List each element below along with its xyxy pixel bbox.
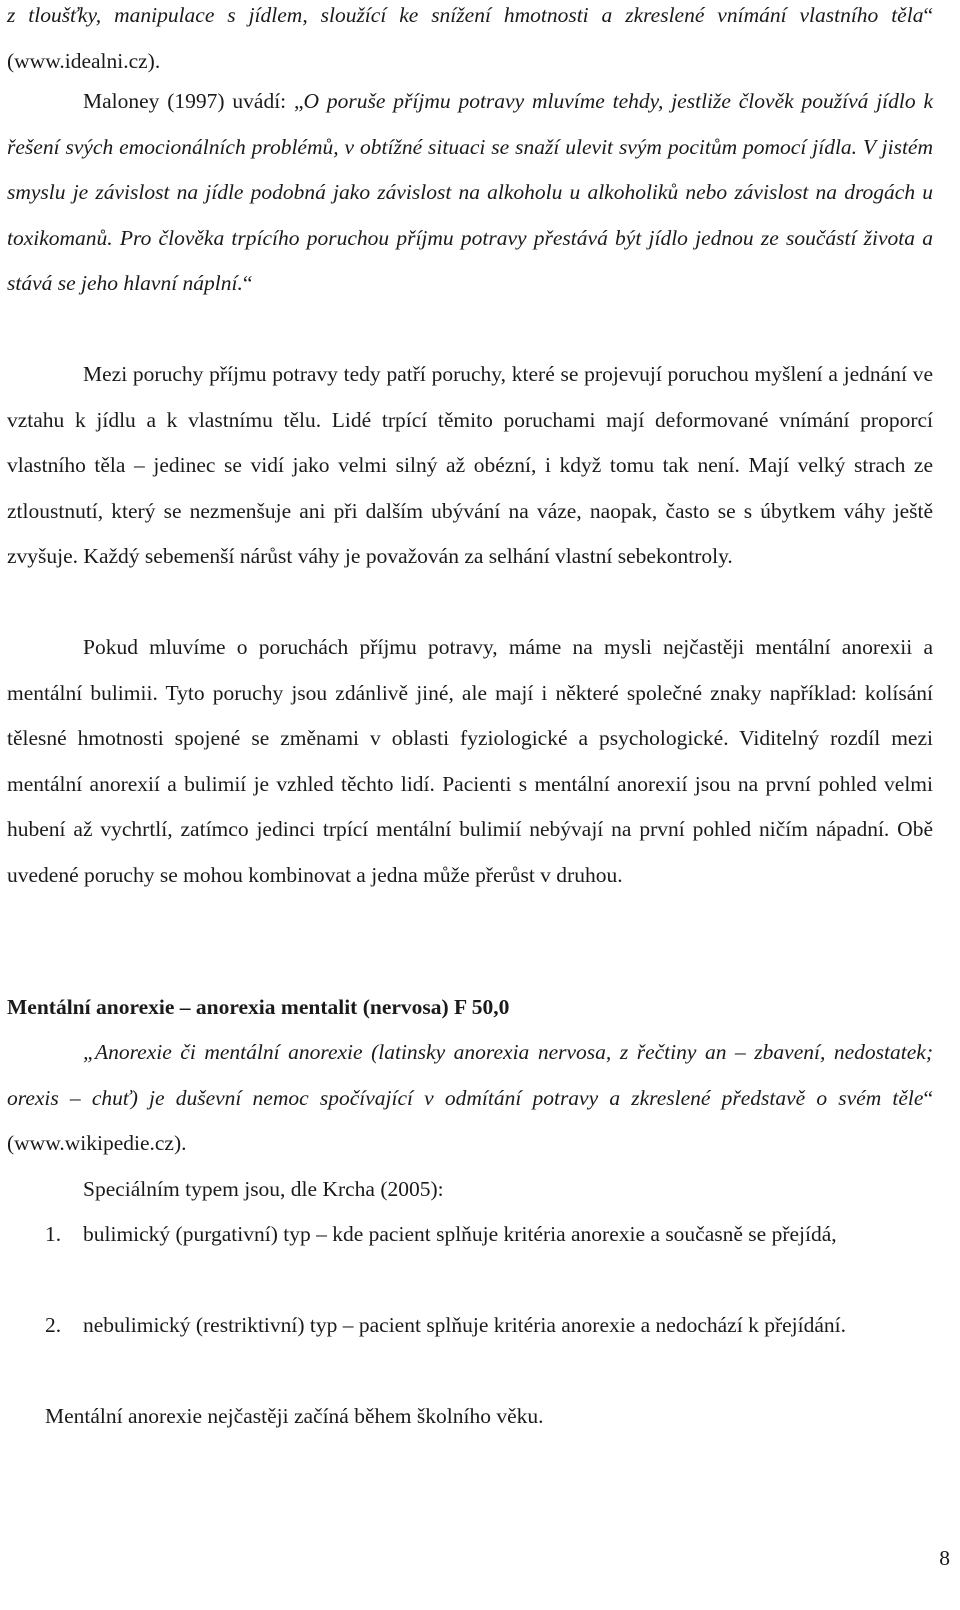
list-text: nebulimický (restriktivní) typ – pacient splňuje kritéria anorexie a nedochází k přejídání.	[83, 1313, 846, 1337]
list-text: bulimický (purgativní) typ – kde pacient splňuje kritéria anorexie a současně se přejídá,	[83, 1222, 837, 1246]
italic-quote: O poruše příjmu potravy mluvíme tehdy, jestliže člověk používá jídlo k řešení svých emocionálních problémů, v obtížné situaci se snaží ulevit svým pocitům pomocí jídla. V jistém smyslu je závislost na jídle podobná jako závislost na alkoholu u alkoholiků nebo závislost na drogách u toxikomanů. Pro člověka trpícího poruchou příjmu potravy přestává být jídlo jednou ze součástí života a stává se jeho hlavní náplní.	[7, 89, 934, 295]
list-number: 2.	[45, 1313, 62, 1337]
list-number: 1.	[45, 1222, 62, 1246]
italic-quote: „Anorexie či mentální anorexie (latinsky anorexia nervosa, z řečtiny an – zbavení, nedostatek; orexis – chuť) je duševní nemoc spočívající v odmítání potravy a zkreslené představě o svém těle	[7, 1040, 933, 1110]
paragraph-continuation	[7, 0, 933, 84]
page-number: 8	[939, 1546, 950, 1570]
section-heading: Mentální anorexie – anorexia mentalit (nervosa) F 50,0	[7, 995, 510, 1019]
quote-source: “ (www.wikipedie.cz).	[7, 1085, 933, 1155]
paragraph-maloney	[7, 79, 933, 307]
quote-source: “ (www.idealni.cz).	[7, 3, 933, 73]
paragraph-closing: Mentální anorexie nejčastěji začíná během školního věku.	[45, 1404, 544, 1428]
quote-close: “	[242, 271, 253, 295]
paragraph-anorexia-bulimia: Pokud mluvíme o poruchách příjmu potravy, máme na mysli nejčastěji mentální anorexii a mentální bulimii. Tyto poruchy jsou zdánlivě jiné, ale mají i některé společné znaky například: kolísání tělesné hmotnosti spojené se změnami v oblasti fyziologické a psychologické. Viditelný rozdíl mezi mentální anorexií a bulimií je vzhled těchto lidí. Pacienti s mentální anorexií jsou na první pohled velmi hubení až vychrtlí, zatímco jedinci trpící mentální bulimií nebývají na první pohled ničím nápadní. Obě uvedené poruchy se mohou kombinovat a jedna může přerůst v druhou.	[7, 635, 933, 887]
quote-intro: Maloney (1997) uvádí: „	[83, 89, 304, 113]
paragraph-types-intro: Speciálním typem jsou, dle Krcha (2005):	[83, 1177, 444, 1201]
paragraph-eating-disorders: Mezi poruchy příjmu potravy tedy patří poruchy, které se projevují poruchou myšlení a jednání ve vztahu k jídlu a k vlastnímu tělu. Lidé trpící těmito poruchami mají deformované vnímání proporcí vlastního těla – jedinec se vidí jako velmi silný až obézní, i když tomu tak není. Mají velký strach ze ztloustnutí, který se nezmenšuje ani při dalším ubývání na váze, naopak, často se s úbytkem váhy ještě zvyšuje. Každý sebemenší nárůst váhy je považován za selhání vlastní sebekontroly.	[7, 362, 933, 568]
italic-quote: z tloušťky, manipulace s jídlem, sloužící ke snížení hmotnosti a zkreslené vnímání vlastního těla	[7, 3, 924, 27]
paragraph-definition	[7, 1030, 933, 1167]
